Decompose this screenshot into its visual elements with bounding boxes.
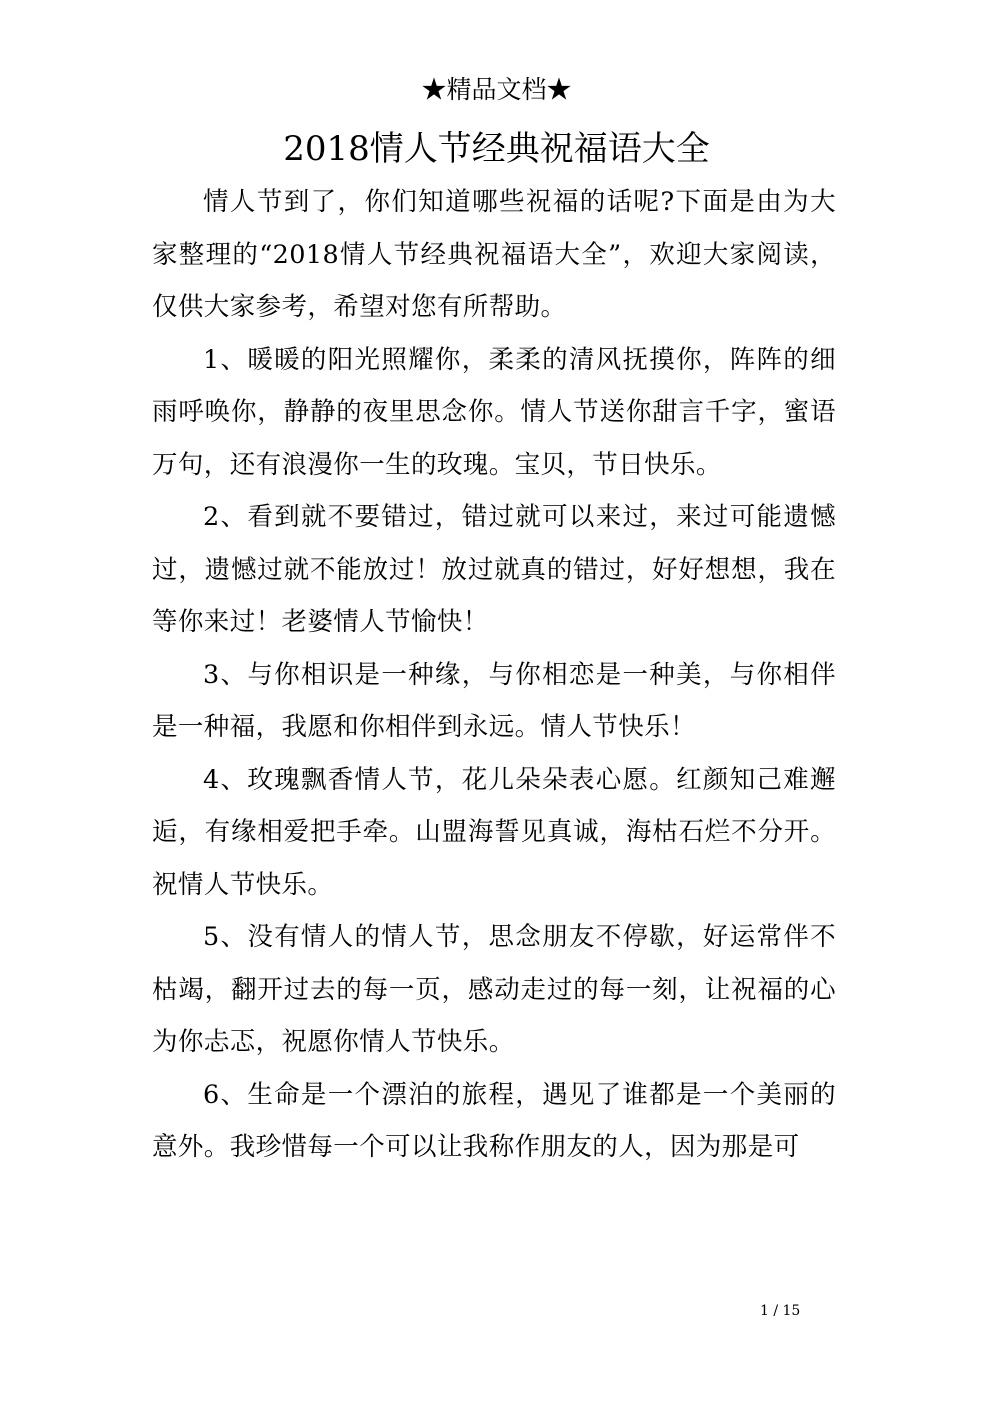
intro-paragraph: 情人节到了，你们知道哪些祝福的话呢?下面是由为大家整理的“2018情人节经典祝福语大全”，欢迎大家阅读，仅供大家参考，希望对您有所帮助。 xyxy=(152,187,836,322)
greeting-paragraph-1: 1、暖暖的阳光照耀你，柔柔的清风抚摸你，阵阵的细雨呼唤你，静静的夜里思念你。情人节送你甜言千字，蜜语万句，还有浪漫你一生的玫瑰。宝贝，节日快乐。 xyxy=(152,344,836,480)
document-body xyxy=(152,176,836,1174)
header-mark: ★精品文档★ xyxy=(421,75,572,104)
greeting-paragraph-4: 4、玫瑰飘香情人节，花儿朵朵表心愿。红颜知己难邂逅，有缘相爱把手牵。山盟海誓见真诚，海枯石烂不分开。祝情人节快乐。 xyxy=(152,764,836,900)
greeting-paragraph-6: 6、生命是一个漂泊的旅程，遇见了谁都是一个美丽的意外。我珍惜每一个可以让我称作朋友的人，因为那是可 xyxy=(152,1079,836,1162)
greeting-paragraph-3: 3、与你相识是一种缘，与你相恋是一种美，与你相伴是一种福，我愿和你相伴到永远。情人节快乐！ xyxy=(152,659,836,742)
document-title: 2018情人节经典祝福语大全 xyxy=(283,129,710,169)
greeting-paragraph-2: 2、看到就不要错过，错过就可以来过，来过可能遗憾过，遗憾过就不能放过！放过就真的错过，好好想想，我在等你来过！老婆情人节愉快！ xyxy=(152,502,836,637)
page-number: 1 / 15 xyxy=(760,1303,801,1319)
greeting-paragraph-5: 5、没有情人的情人节，思念朋友不停歇，好运常伴不枯竭，翻开过去的每一页，感动走过的每一刻，让祝福的心为你忐忑，祝愿你情人节快乐。 xyxy=(152,922,836,1057)
